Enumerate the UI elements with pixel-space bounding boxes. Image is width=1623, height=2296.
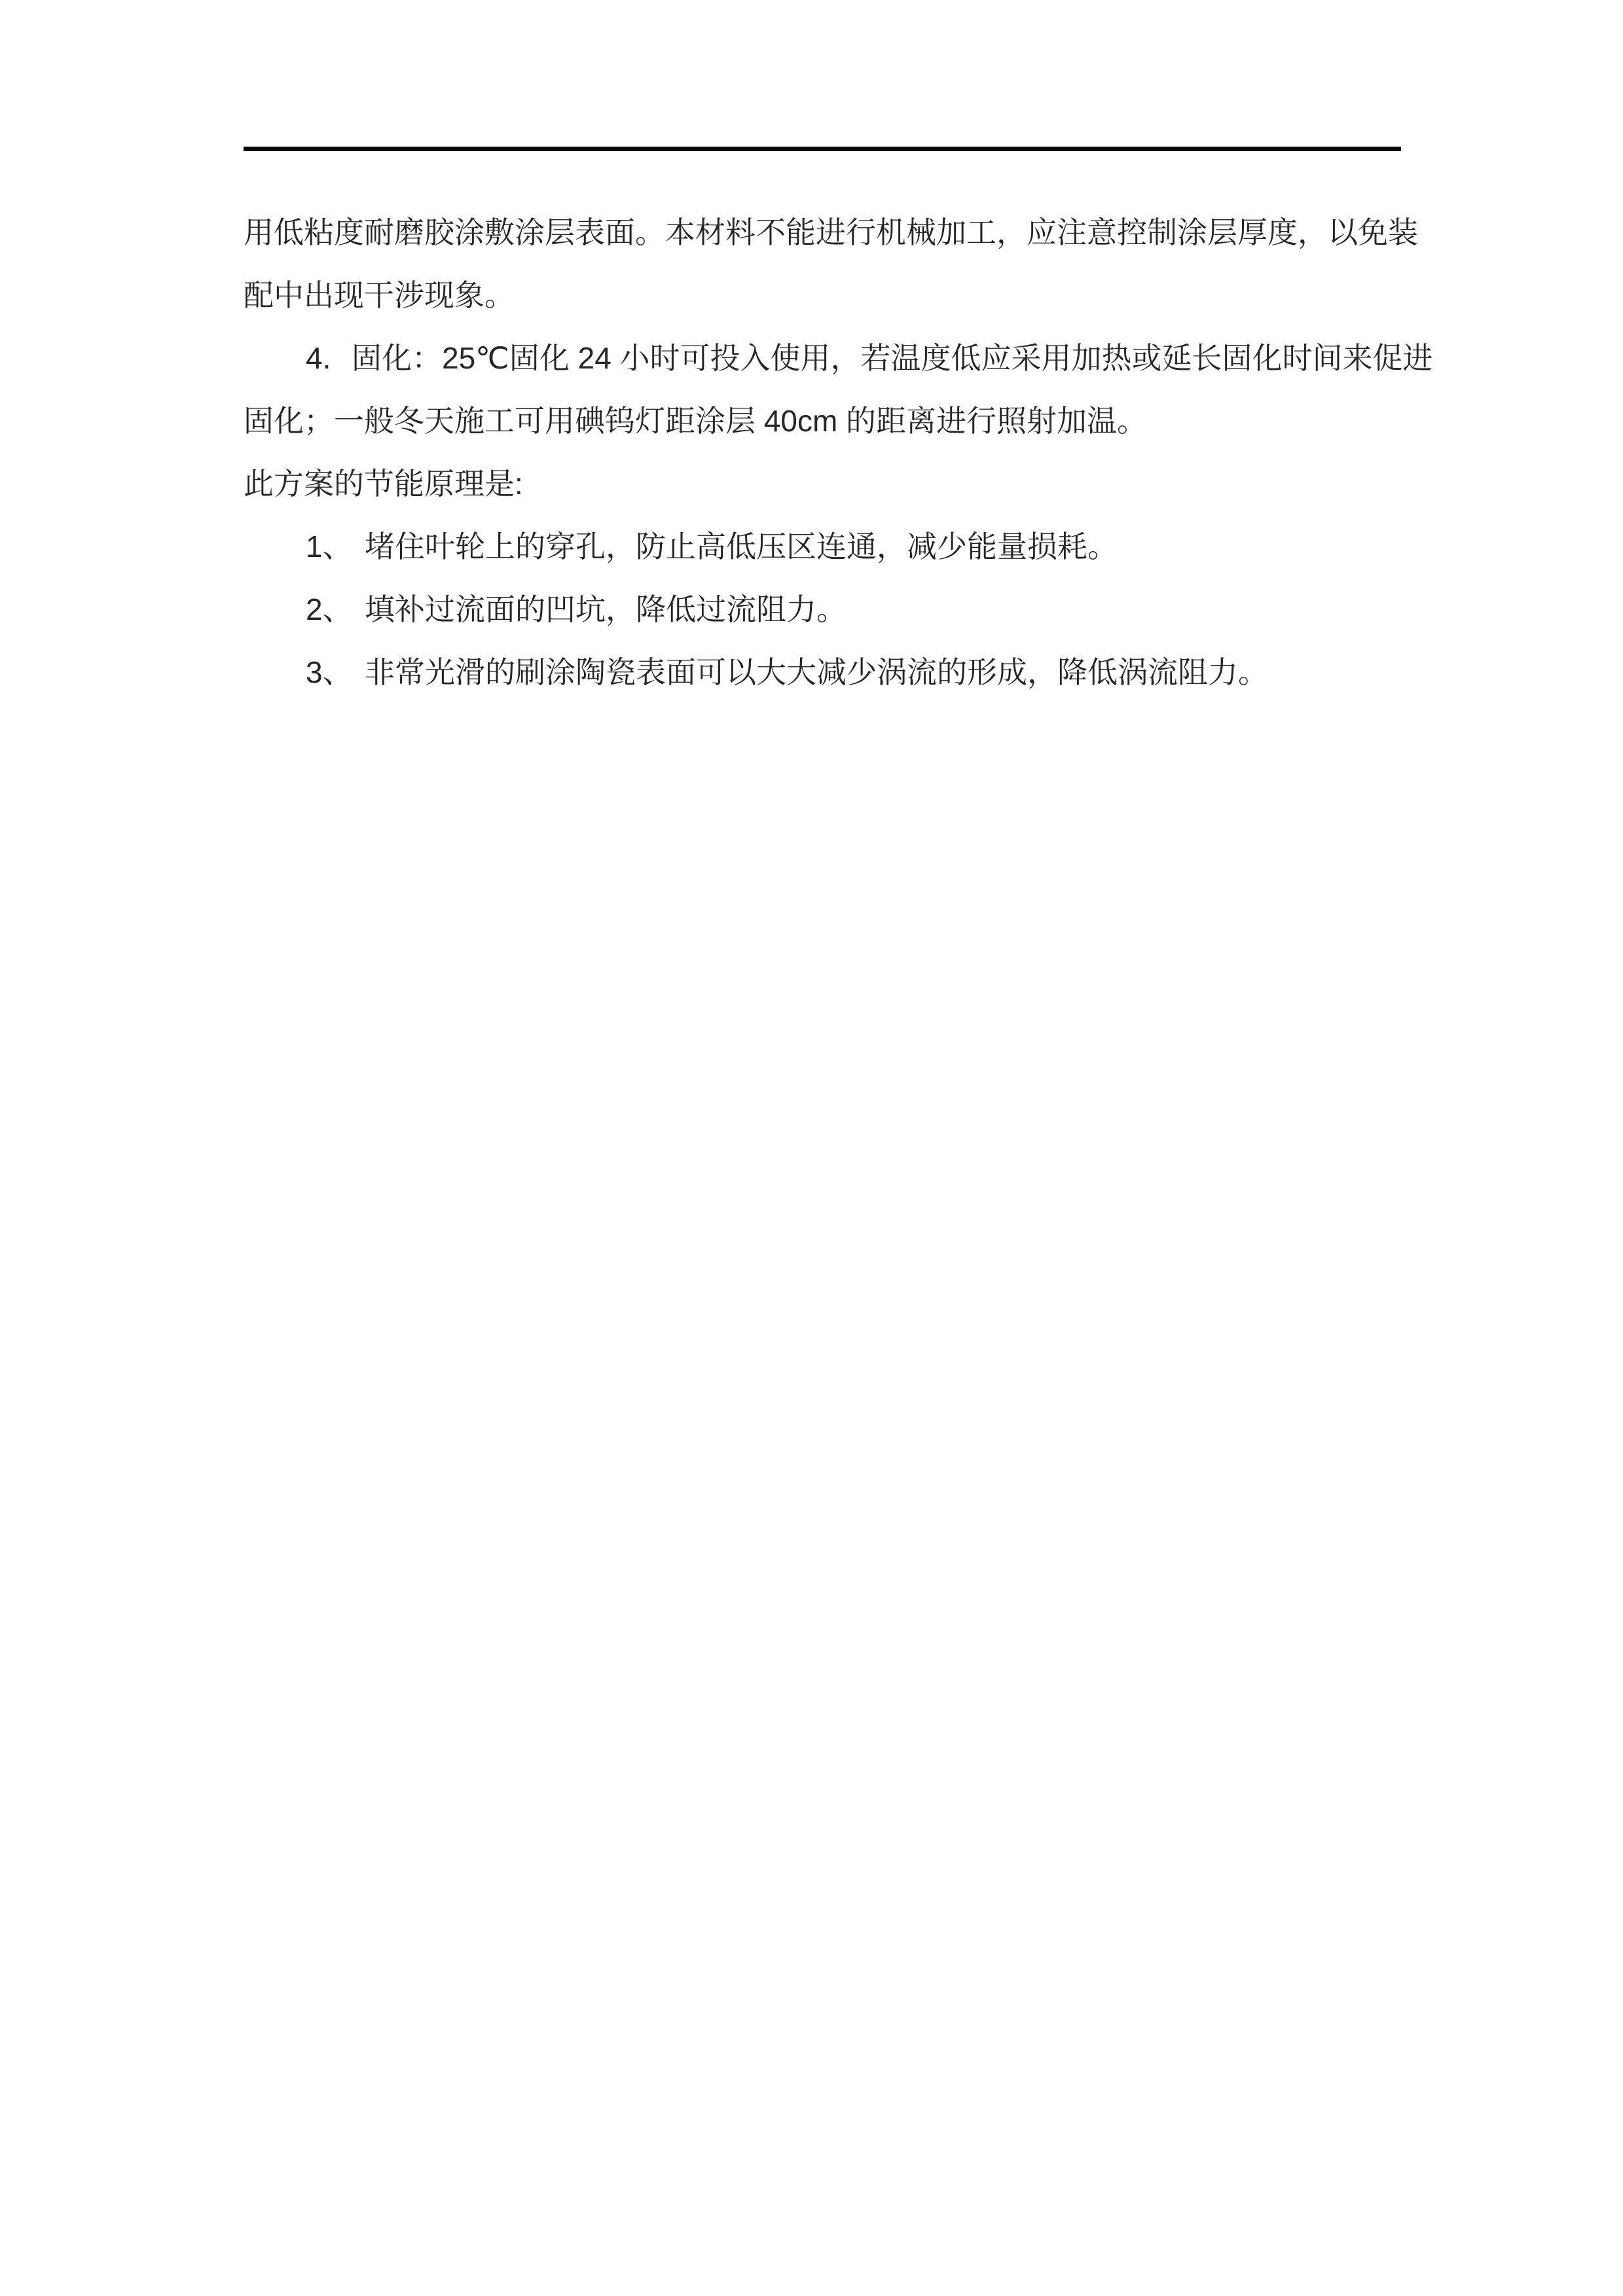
numbered-item-3 bbox=[244, 641, 1401, 704]
list-number: 1、 bbox=[306, 529, 353, 564]
document-body bbox=[244, 201, 1433, 704]
list-number: 3、 bbox=[306, 655, 353, 689]
body-text: 配中出现干涉现象。 bbox=[244, 278, 515, 312]
header-rule-divider bbox=[244, 147, 1401, 151]
paragraph-line bbox=[244, 264, 1401, 327]
paragraph-line bbox=[244, 389, 1401, 452]
body-text: 用低粘度耐磨胶涂敷涂层表面。本材料不能进行机械加工，应注意控制涂层厚度，以免装 bbox=[244, 215, 1418, 249]
paragraph-line bbox=[244, 201, 1418, 264]
body-text: 堵住叶轮上的穿孔，防止高低压区连通，减少能量损耗。 bbox=[365, 529, 1118, 564]
list-number: 2、 bbox=[306, 592, 353, 626]
list-number: 4. bbox=[306, 341, 331, 375]
body-text: 此方案的节能原理是: bbox=[244, 467, 523, 501]
body-text: 固化：25℃固化 24 小时可投入使用，若温度低应采用加热或延长固化时间来促进 bbox=[352, 341, 1433, 375]
body-text: 填补过流面的凹坑，降低过流阻力。 bbox=[365, 592, 847, 626]
numbered-item-4 bbox=[244, 327, 1433, 389]
body-text: 固化；一般冬天施工可用碘钨灯距涂层 40cm 的距离进行照射加温。 bbox=[244, 404, 1148, 438]
numbered-item-2 bbox=[244, 578, 1401, 641]
body-text: 非常光滑的刷涂陶瓷表面可以大大减少涡流的形成，降低涡流阻力。 bbox=[365, 655, 1268, 689]
numbered-item-1 bbox=[244, 515, 1401, 578]
paragraph-line bbox=[244, 452, 1401, 515]
